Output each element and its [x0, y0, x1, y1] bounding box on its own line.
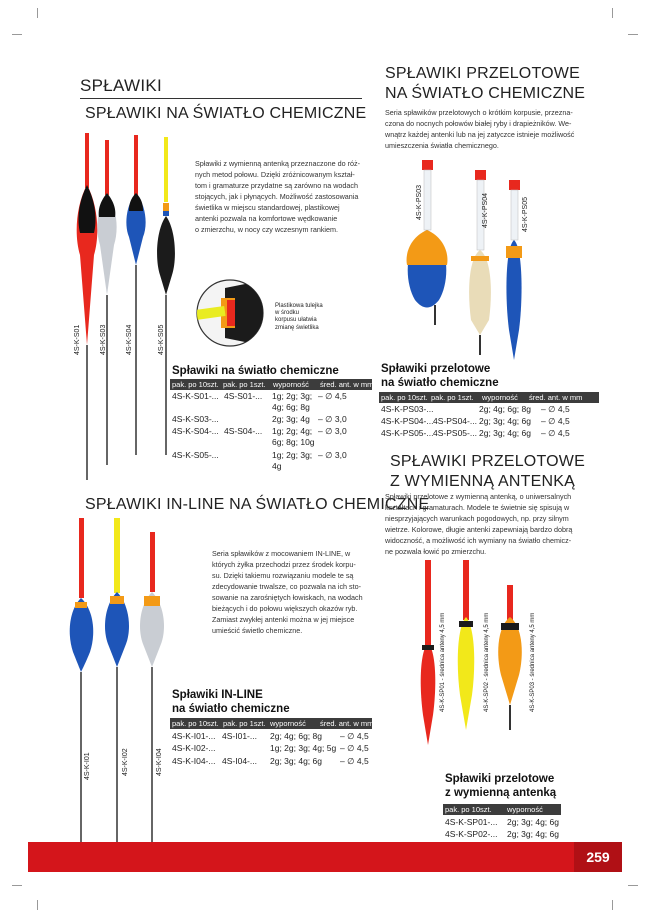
label-s03: 4S-K-S03: [100, 324, 107, 355]
float-sp03: [498, 585, 522, 730]
heading-rule: [80, 98, 362, 99]
section-through-title: SPŁAWIKI PRZELOTOWE NA ŚWIATŁO CHEMICZNE: [385, 65, 586, 102]
main-heading: SPŁAWIKI: [80, 76, 163, 95]
float-ps03: [407, 160, 448, 325]
float-i04: [140, 532, 164, 852]
callout-text: Plastikowa tulejka w środku korpusu ułatwia zmianę świetlika: [275, 303, 323, 331]
label-ps05: 4S-K-PS05: [522, 196, 529, 232]
float-s05: [157, 137, 175, 455]
label-s04: 4S-K-S04: [126, 324, 133, 355]
section-inline-title: SPŁAWIKI IN-LINE NA ŚWIATŁO CHEMICZNE: [85, 496, 430, 513]
table-chemical-title: Spławiki na światło chemiczne: [172, 365, 339, 377]
label-sp01: 4S-K-SP01 - średnica anteny 4,5 mm: [440, 612, 446, 712]
label-sp03: 4S-K-SP03 - średnica anteny 4,5 mm: [530, 612, 536, 712]
float-i02: [105, 518, 129, 857]
table-antenna-title: Spławiki przelotowe z wymienną antenką: [445, 773, 557, 799]
table-through-title: Spławiki przelotowe na światło chemiczne: [381, 363, 499, 389]
chemical-floats-illustration: [60, 125, 190, 485]
tube-closeup-illustration: [185, 278, 275, 348]
float-s03: [97, 140, 116, 465]
table-inline-title: Spławiki IN-LINE na światło chemiczne: [172, 689, 290, 715]
page-number: 259: [574, 842, 622, 872]
label-s01: 4S-K-S01: [74, 324, 81, 355]
section-chemical-paragraph: Spławiki z wymienną antenką przeznaczone do róż- nych metod połowu. Dzięki zróżnicowanym kształ- tom i gramaturze przydatne są zarówno na wodach stojących, jak i płynących. Możliwość zastosowania świetlika w miejscu standardowej, plastikowej antenki pozwala na komfortowe wędkowanie o zmierzchu, w nocy czy wczesnym rankiem.: [195, 159, 360, 234]
float-i01: [70, 518, 94, 862]
section-inline-paragraph: Seria spławików z mocowaniem IN-LINE, w których żyłka przechodzi przez środek korpu- su. Dzięki takiemu rozwiązaniu modele te są zdecydowanie trwalsze, co pozwala na ich sto- sowanie na zarośniętych łowiskach, na wodach bieżących i do połowu większych okazów ryb. Zamiast zwykłej antenki można w jej miejsce umieścić świetlo chemiczne.: [212, 549, 363, 635]
table-chemical-header: pak. po 10szt. pak. po 1szt. wyporność śred. ant. w mm: [172, 380, 374, 389]
float-sp01: [421, 560, 436, 745]
section-chemical-title: SPŁAWIKI NA ŚWIATŁO CHEMICZNE: [85, 105, 367, 122]
label-i02: 4S-K-I02: [122, 748, 129, 776]
label-s05: 4S-K-S05: [158, 324, 165, 355]
float-sp02: [458, 560, 474, 730]
section-through-paragraph: Seria spławików przelotowych o krótkim korpusie, przezna- czona do nocnych połowów białej ryby i drapieżników. We- wnątrz każdej antenki lub na jej zatyczce istnieje możliwość umieszczenia światła chemicznego.: [385, 108, 575, 150]
label-sp02: 4S-K-SP02 - średnica anteny 4,5 mm: [484, 612, 490, 712]
footer-band: [28, 842, 622, 872]
label-ps04: 4S-K-PS04: [482, 192, 489, 228]
float-s04: [126, 135, 145, 455]
label-i04: 4S-K-I04: [156, 748, 163, 776]
table-through-header: pak. po 10szt. pak. po 1szt. wyporność śred. ant. w mm: [379, 392, 599, 403]
section-antenna-paragraph: Spławiki przelotowe z wymienną antenką, o uniwersalnych kształtach i gramaturach. Modele te świetnie się spisują w niesprzyjających warunkach pogodowych, np. przy silnym wietrze. Kolorowe, długie antenki zapewniają bardzo dobrą widoczność, a możliwość ich wymiany na światło chemicz- ne pozwala łowić po zmierzchu.: [385, 492, 573, 556]
antenna-floats-illustration: [415, 555, 535, 755]
section-antenna-title: SPŁAWIKI PRZELOTOWE Z WYMIENNĄ ANTENKĄ: [390, 453, 585, 490]
float-s01: [77, 133, 98, 480]
float-ps05: [506, 180, 522, 360]
table-antenna-header: pak. po 10szt. wyporność: [443, 804, 561, 815]
label-ps03: 4S-K-PS03: [416, 184, 423, 220]
inline-floats-illustration: [55, 512, 175, 867]
label-i01: 4S-K-I01: [84, 752, 91, 780]
table-inline-header: pak. po 10szt. pak. po 1szt. wyporność śred. ant. w mm: [172, 719, 374, 728]
